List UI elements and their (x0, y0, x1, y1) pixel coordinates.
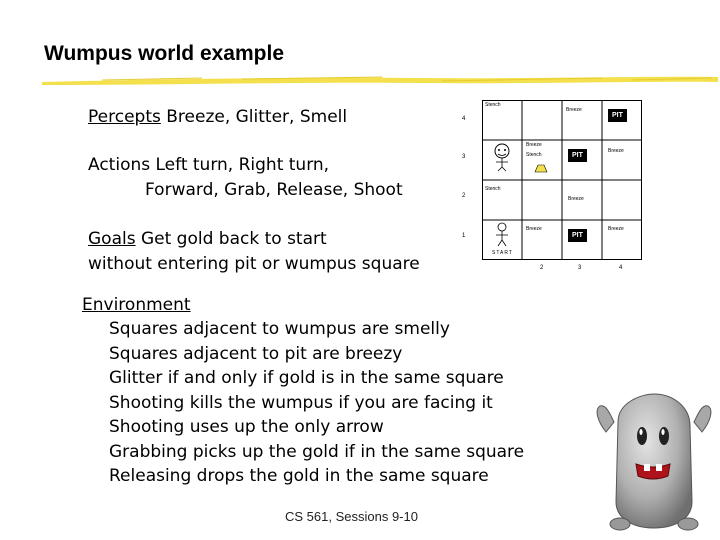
environment-item: Shooting uses up the only arrow (109, 417, 384, 437)
percepts-label: Percepts (88, 107, 161, 127)
start-label: START (492, 250, 513, 256)
goals-line-2: without entering pit or wumpus square (88, 254, 420, 274)
stench-tag: Stench (485, 186, 501, 192)
grid-row-label: 2 (462, 193, 466, 199)
pit-marker: PIT (568, 149, 587, 162)
grid-row-label: 3 (462, 154, 466, 160)
environment-item: Squares adjacent to wumpus are smelly (109, 319, 450, 339)
actions-line-1: Actions Left turn, Right turn, (88, 155, 330, 175)
pit-marker: PIT (568, 229, 587, 242)
environment-item: Shooting kills the wumpus if you are facing it (109, 393, 493, 413)
actions-line-2: Forward, Grab, Release, Shoot (145, 180, 403, 200)
grid-row-label: 1 (462, 233, 466, 239)
wumpus-world-grid (482, 100, 642, 260)
title-highlight-rule (42, 73, 718, 87)
slide-footer: CS 561, Sessions 9-10 (285, 509, 418, 524)
breeze-tag: Breeze (608, 226, 624, 232)
environment-item: Squares adjacent to pit are breezy (109, 344, 403, 364)
breeze-tag: Breeze (608, 148, 624, 154)
grid-col-label: 3 (578, 265, 582, 271)
wumpus-icon (490, 142, 514, 172)
environment-item: Glitter if and only if gold is in the same square (109, 368, 504, 388)
wumpus-mascot-image (592, 392, 716, 532)
grid-col-label: 2 (540, 265, 544, 271)
percepts-line (88, 107, 347, 127)
stench-tag: Stench (526, 152, 542, 158)
goals-line (88, 229, 327, 249)
breeze-tag: Breeze (526, 142, 542, 148)
stench-tag: Stench (485, 102, 501, 108)
environment-item: Grabbing picks up the gold if in the same square (109, 442, 525, 462)
agent-icon (490, 221, 514, 247)
breeze-tag: Breeze (526, 226, 542, 232)
goals-text: Get gold back to start (135, 229, 327, 249)
slide-title: Wumpus world example (44, 42, 284, 65)
grid-row-label: 4 (462, 116, 466, 122)
percepts-text: Breeze, Glitter, Smell (160, 107, 348, 127)
environment-label: Environment (82, 295, 191, 315)
breeze-tag: Breeze (566, 107, 582, 113)
breeze-tag: Breeze (568, 196, 584, 202)
gold-icon (534, 162, 548, 174)
grid-col-label: 4 (619, 265, 623, 271)
environment-item: Releasing drops the gold in the same square (109, 466, 489, 486)
pit-marker: PIT (608, 109, 627, 122)
goals-label: Goals (88, 229, 136, 249)
